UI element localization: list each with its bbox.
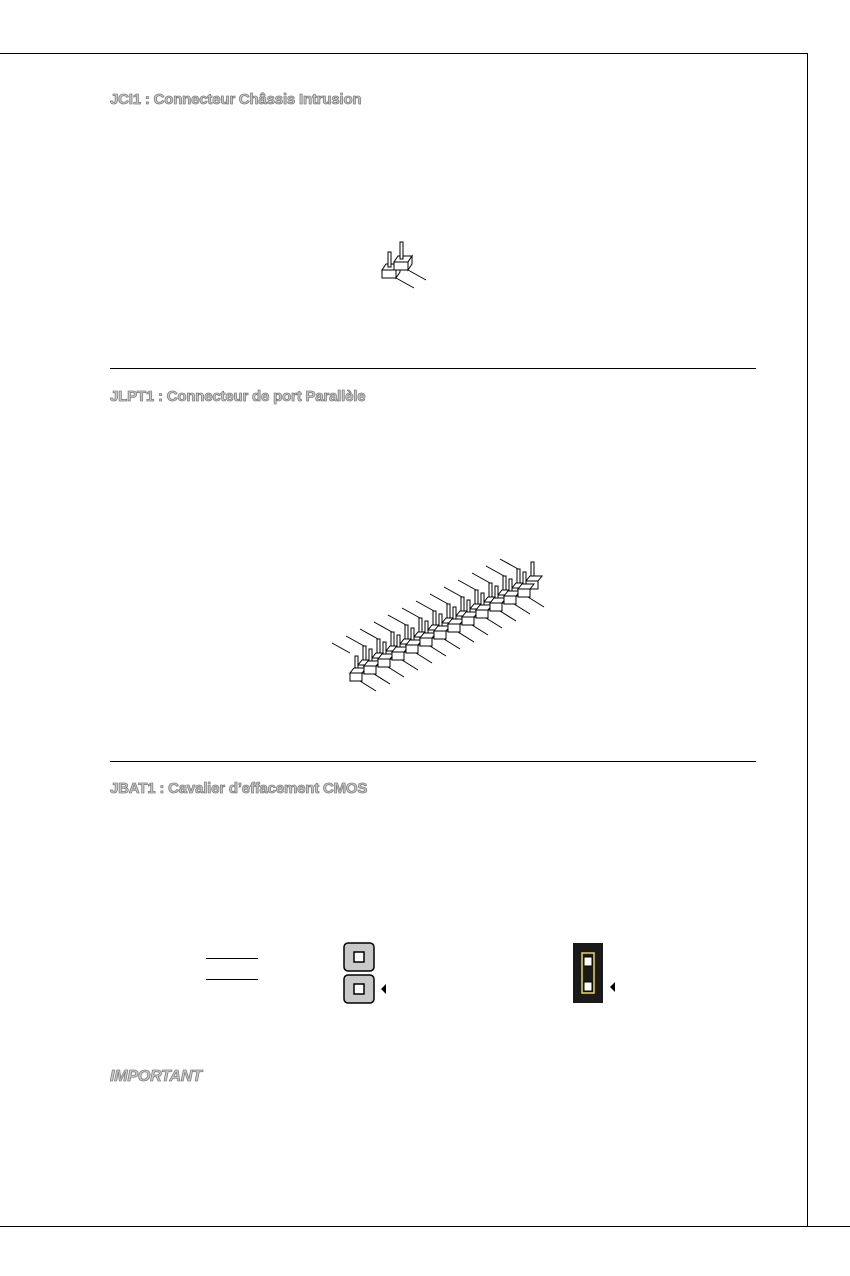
jumper-open-icon — [340, 940, 390, 1006]
section-title-jbat1: JBAT1 : Cavalier d’effacement CMOS — [110, 780, 368, 797]
page-frame-top — [0, 53, 807, 54]
26-pin-header-icon — [330, 555, 570, 705]
header-pin-part — [475, 590, 478, 604]
header-pin-part — [447, 604, 450, 618]
header-pin-part — [528, 597, 544, 607]
header-pin-part — [444, 587, 462, 597]
header-pin-part — [377, 639, 380, 653]
header-pin-part — [503, 576, 506, 590]
header-pin-part — [406, 645, 418, 653]
header-pin-part — [509, 579, 512, 591]
header-pin-part — [374, 622, 392, 632]
header-pin-part — [402, 660, 418, 670]
header-pin-part — [504, 596, 516, 604]
header-pin-part — [420, 638, 432, 646]
header-pin-part — [439, 614, 442, 626]
important-title: IMPORTANT — [110, 1068, 202, 1085]
section-divider — [110, 368, 756, 369]
section-title-jci1: JCI1 : Connecteur Châssis Intrusion — [110, 91, 362, 108]
header-pin-part — [416, 601, 434, 611]
header-pin-part — [462, 617, 474, 625]
header-pin-part — [486, 566, 504, 576]
header-pin-part — [467, 600, 470, 612]
header-pin-part — [433, 611, 436, 625]
header-pin-part — [363, 646, 366, 660]
header-pin-part — [378, 659, 390, 667]
header-pin-part — [430, 646, 446, 656]
header-pin-part — [397, 635, 400, 647]
header-pin-part — [388, 667, 404, 677]
header-pin-part — [453, 607, 456, 619]
header-pin-part — [495, 586, 498, 598]
header-pin-part — [332, 643, 350, 653]
header-pin-part — [458, 580, 476, 590]
section-divider — [110, 761, 756, 762]
header-pin-part — [526, 576, 542, 581]
header-pin-part — [425, 621, 428, 633]
header-pin-part — [411, 628, 414, 640]
header-pin-part — [489, 583, 492, 597]
header-pin-part — [430, 594, 448, 604]
header-pin-part — [531, 562, 534, 576]
header-pin-part — [355, 656, 358, 668]
page-frame-bottom — [0, 1226, 850, 1227]
legend-line — [206, 958, 258, 959]
header-pin-part — [346, 636, 364, 646]
header-pin-part — [416, 653, 432, 663]
header-pin-part — [350, 673, 362, 681]
header-pin-part — [481, 593, 484, 605]
header-pin-part — [392, 652, 404, 660]
2-pin-header-icon — [370, 232, 430, 292]
header-pin-part — [391, 632, 394, 646]
header-pin-part — [364, 666, 376, 674]
header-pin-part — [369, 649, 372, 661]
header-pin-part — [402, 608, 420, 618]
header-pin-part — [514, 604, 530, 614]
header-pin-part — [405, 625, 408, 639]
header-pin-part — [360, 629, 378, 639]
header-pin-part — [383, 642, 386, 654]
header-pin-part — [374, 674, 390, 684]
header-pin-part — [360, 681, 376, 691]
header-pin-part — [461, 597, 464, 611]
header-pin-part — [523, 572, 526, 584]
header-pin-part — [444, 639, 460, 649]
header-pin-part — [486, 618, 502, 628]
header-pin-part — [458, 632, 474, 642]
header-pin-part — [518, 589, 530, 597]
header-pin-part — [490, 603, 502, 611]
header-pin-part — [517, 569, 520, 583]
header-pin-part — [448, 624, 460, 632]
page-frame-right — [807, 53, 808, 1227]
section-title-jlpt1: JLPT1 : Connecteur de port Parallèle — [110, 388, 366, 405]
header-pin-part — [476, 610, 488, 618]
header-pin-part — [472, 625, 488, 635]
header-pin-part — [472, 573, 490, 583]
legend-line — [206, 979, 258, 980]
header-pin-part — [388, 615, 406, 625]
header-pin-part — [500, 611, 516, 621]
header-pin-part — [419, 618, 422, 632]
jumper-closed-icon — [570, 940, 620, 1006]
header-pin-part — [500, 559, 518, 569]
header-pin-part — [434, 631, 446, 639]
